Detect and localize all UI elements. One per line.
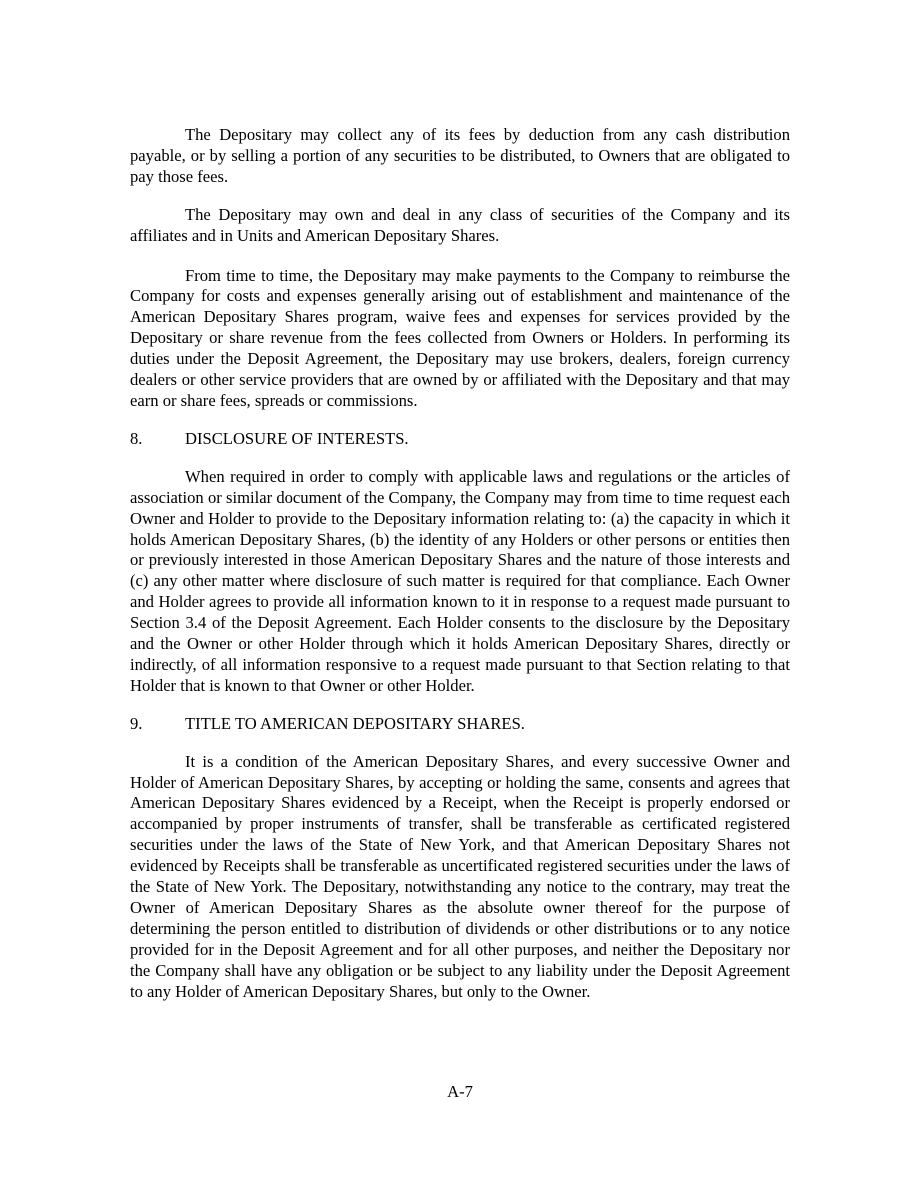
- section-title: TITLE TO AMERICAN DEPOSITARY SHARES.: [185, 713, 525, 733]
- section-heading-title: [130, 714, 790, 735]
- paragraph-own-securities: The Depositary may own and deal in any class of securities of the Company and its affiliates and in Units and American Depositary Shares.: [130, 204, 790, 245]
- section-number: 8.: [130, 428, 143, 448]
- paragraph-title-to-ads: It is a condition of the American Depositary Shares, and every successive Owner and Holder of American Depositary Shares, by accepting or holding the same, consents and agrees that American Depositary Shares evidenced by a Receipt, when the Receipt is properly endorsed or accompanied by proper instruments of transfer, shall be transferable as certificated registered securities under the laws of the State of New York, and that American Depositary Shares not evidenced by Receipts shall be transferable as uncertificated registered securities under the laws of the State of New York. The Depositary, notwithstanding any notice to the contrary, may treat the Owner of American Depositary Shares as the absolute owner thereof for the purpose of determining the person entitled to distribution of dividends or other distributions or to any notice provided for in the Deposit Agreement and for all other purposes, and neither the Depositary nor the Company shall have any obligation or be subject to any liability under the Deposit Agreement to any Holder of American Depositary Shares, but only to the Owner.: [130, 751, 790, 1001]
- paragraph-disclosure-of-interests: When required in order to comply with applicable laws and regulations or the articles of association or similar document of the Company, the Company may from time to time request each Owner and Holder to provide to the Depositary information relating to: (a) the capacity in which it holds American Depositary Shares, (b) the identity of any Holders or other persons or entities then or previously interested in those American Depositary Shares and the nature of those interests and (c) any other matter where disclosure of such matter is required for that compliance. Each Owner and Holder agrees to provide all information known to it in response to a request made pursuant to Section 3.4 of the Deposit Agreement. Each Holder consents to the disclosure by the Depositary and the Owner or other Holder through which it holds American Depositary Shares, directly or indirectly, of all information responsive to a request made pursuant to that Section relating to that Holder that is known to that Owner or other Holder.: [130, 466, 790, 695]
- section-title: DISCLOSURE OF INTERESTS.: [185, 428, 409, 448]
- section-number: 9.: [130, 713, 143, 733]
- section-heading-disclosure: [130, 429, 790, 450]
- paragraph-payments-to-company: From time to time, the Depositary may make payments to the Company to reimburse the Company for costs and expenses generally arising out of establishment and maintenance of the American Depositary Shares program, waive fees and expenses for services provided by the Depositary or share revenue from the fees collected from Owners or Holders. In performing its duties under the Deposit Agreement, the Depositary may use brokers, dealers, foreign currency dealers or other service providers that are owned by or affiliated with the Depositary and that may earn or share fees, spreads or commissions.: [130, 265, 790, 410]
- paragraph-fees-deduction: The Depositary may collect any of its fees by deduction from any cash distribution payable, or by selling a portion of any securities to be distributed, to Owners that are obligated to pay those fees.: [130, 125, 790, 186]
- page-number: A-7: [447, 1082, 473, 1101]
- document-page: [130, 125, 790, 1003]
